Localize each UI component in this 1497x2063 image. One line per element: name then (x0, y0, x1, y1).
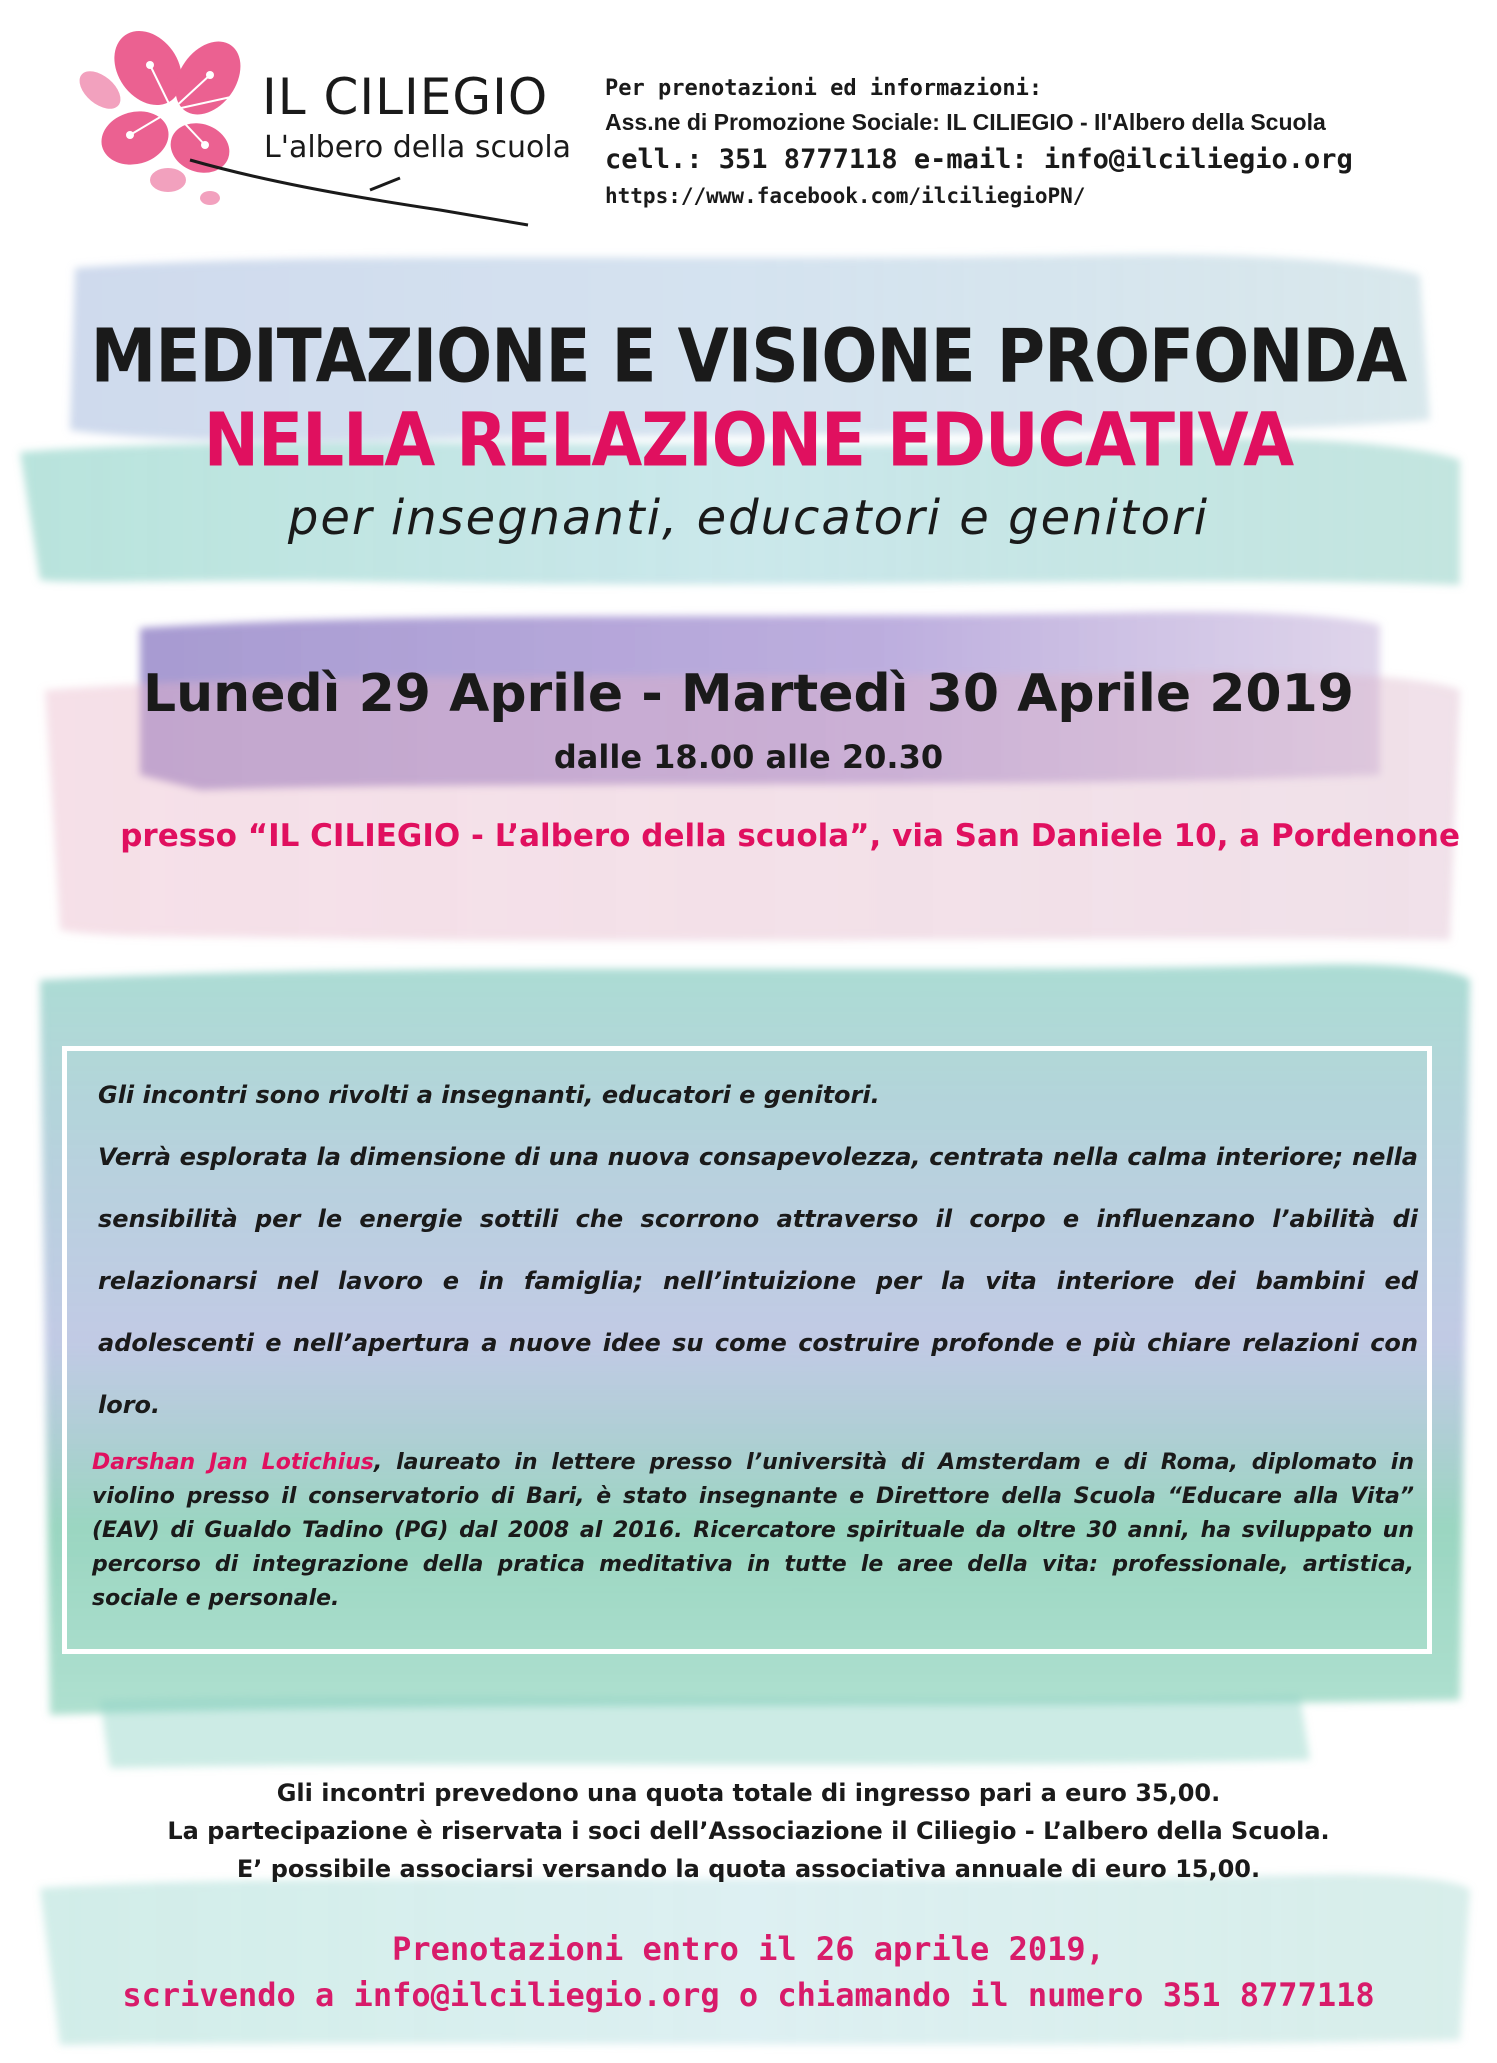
fee-line-1: Gli incontri prevedono una quota totale di ingresso pari a euro 35,00. (276, 1779, 1221, 1807)
audience-line: per insegnanti, educatori e genitori (287, 490, 1210, 546)
description-intro: Gli incontri sono rivolti a insegnanti, educatori e genitori. (98, 1081, 880, 1109)
booking-line-2: scrivendo a info@ilciliegio.org o chiamando il numero 351 8777118 (122, 1976, 1375, 2014)
booking-info (0, 1926, 1497, 2018)
description (98, 1064, 1418, 1436)
contact-association: Ass.ne di Promozione Sociale: IL CILIEGIO - Il'Albero della Scuola (605, 109, 1326, 135)
fee-line-2: La partecipazione è riservata i soci dell’Associazione il Ciliegio - L’albero della Scuola. (167, 1817, 1330, 1845)
logo-subtitle: L'albero della scuola (264, 130, 572, 165)
main-title: MEDITAZIONE E VISIONE PROFONDA (90, 313, 1407, 400)
logo (40, 20, 572, 230)
description-body: Verrà esplorata la dimensione di una nuova consapevolezza, centrata nella calma interiore; nella sensibilità per le energie sottili che scorrono attraverso il corpo e influenzano l’abilità di relazionarsi nel lavoro e in famiglia; nell’intuizione per la vita interiore dei bambini ed adolescenti e nell’apertura a nuove idee su come costruire profonde e più chiare relazioni con loro. (98, 1143, 1418, 1419)
fee-line-3: E’ possibile associarsi versando la quota associativa annuale di euro 15,00. (236, 1855, 1261, 1883)
event-dates: Lunedì 29 Aprile - Martedì 30 Aprile 2019 (143, 664, 1354, 724)
speaker-name: Darshan Jan Lotichius (92, 1450, 374, 1475)
contact-info (605, 72, 1475, 210)
contact-facebook-link[interactable]: https://www.facebook.com/ilciliegioPN/ (605, 184, 1086, 208)
contact-phone-email: cell.: 351 8777118 e-mail: info@ilciliegio.org (605, 144, 1353, 175)
contact-intro: Per prenotazioni ed informazioni: (605, 76, 1043, 101)
fee-info (0, 1774, 1497, 1888)
speaker-bio-text: , laureato in lettere presso l’università di Amsterdam e di Roma, diplomato in violino presso il conservatorio di Bari, è stato insegnante e Direttore della Scuola “Educare alla Vita” (EAV) di Gualdo Tadino (PG) dal 2008 al 2016. Ricercatore spirituale da oltre 30 anni, ha sviluppato un percorso di integrazione della pratica meditativa in tutte le aree della vita: professionale, artistica, sociale e personale. (92, 1450, 1414, 1611)
event-venue: presso “IL CILIEGIO - L’albero della scuola”, via San Daniele 10, a Pordenone (120, 818, 1460, 854)
logo-title: IL CILIEGIO (262, 68, 549, 126)
booking-line-1: Prenotazioni entro il 26 aprile 2019, (392, 1930, 1105, 1968)
event-time: dalle 18.00 alle 20.30 (553, 738, 944, 776)
speaker-bio (92, 1446, 1414, 1616)
main-subtitle: NELLA RELAZIONE EDUCATIVA (203, 397, 1294, 484)
